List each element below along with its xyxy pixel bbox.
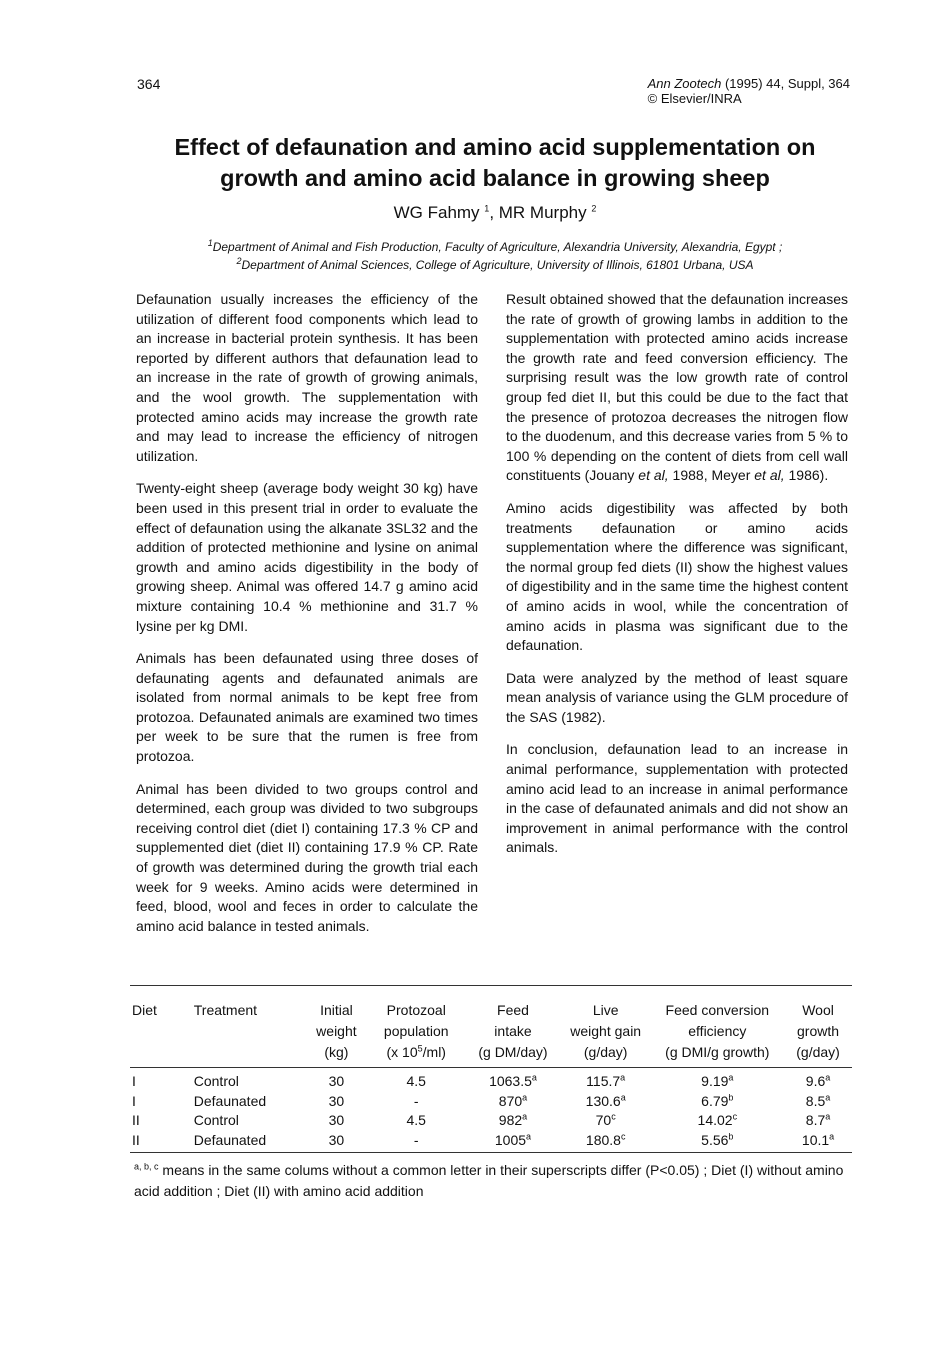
- author-list: WG Fahmy $^1$, MR Murphy $^2$: [393, 203, 597, 222]
- cell-protozoa: 4.5: [406, 1112, 426, 1128]
- author-2: MR Murphy: [498, 203, 587, 222]
- cell-treatment: Control: [193, 1112, 239, 1128]
- table-row: [130, 1068, 852, 1092]
- table-footnote: [134, 1160, 852, 1202]
- cell-weight: 30: [328, 1073, 345, 1089]
- cell-wool: 10.1$^a$: [784, 1131, 852, 1153]
- page-number: 364: [137, 76, 161, 92]
- journal-citation: [648, 76, 850, 106]
- cell-weight: 30: [328, 1092, 345, 1109]
- cell-diet: II: [130, 1131, 192, 1153]
- header-wool-growth: Wool growth (g/day): [796, 1002, 840, 1060]
- cell-wool: 9.6$^a$: [805, 1072, 831, 1089]
- paragraph-2: Twenty-eight sheep (average body weight 30 kg) have been used in this present trial in order to evaluate the effect of defaunation using the alkanate 3SL32 and the addition of protected methionine and lysine on animal growth and amino acids digestibility in the body of growing sheep. Animal was offered 14.7 g amino acid mixture containing 10.4 % methionine and 31.7 % lysine per kg DMI.: [136, 480, 478, 634]
- cell-diet: I: [132, 1092, 136, 1109]
- header-protozoal-population: Protozoal population (x $10^5/ml$): [383, 1002, 449, 1060]
- header-feed-intake: Feed intake (g DM/day): [478, 1002, 548, 1060]
- cell-weight: 30: [305, 1131, 367, 1153]
- cell-fce: 5.56$^b$: [651, 1131, 785, 1153]
- author-2-mark: 2: [591, 203, 597, 214]
- affiliation-2: Department of Animal Sciences, College of Agriculture, University of Illinois, 61801 Urbana, USA: [241, 258, 754, 272]
- header-treatment: Treatment: [193, 1002, 258, 1018]
- paper-title: [0, 132, 930, 194]
- cell-treatment: Control: [193, 1073, 239, 1089]
- table-row: [130, 1131, 852, 1153]
- cell-protozoa: -: [367, 1131, 465, 1153]
- cell-wool: 8.5$^a$: [805, 1091, 831, 1109]
- cell-intake: 982$^a$: [498, 1111, 528, 1128]
- cell-gain: 130.6$^a$: [585, 1091, 626, 1109]
- cell-diet: I: [132, 1073, 136, 1089]
- right-column: [506, 290, 848, 871]
- cell-fce: 6.79$^b$: [701, 1091, 734, 1109]
- cell-intake: 1005$^a$: [465, 1131, 561, 1153]
- cell-treatment: Defaunated: [193, 1092, 267, 1109]
- cell-fce: 9.19$^a$: [701, 1072, 734, 1089]
- title-line-1: Effect of defaunation and amino acid supplementation on: [174, 134, 816, 160]
- header-initial-weight: Initial weight (kg): [316, 1002, 357, 1060]
- affiliation-1: Department of Animal and Fish Production, Faculty of Agriculture, Alexandria University, Alexandria, Egypt ;: [212, 240, 783, 254]
- affiliations: [0, 238, 930, 274]
- left-column: [136, 290, 478, 949]
- cell-gain: 70$^c$: [595, 1111, 616, 1128]
- cell-protozoa: -: [413, 1092, 419, 1109]
- paragraph-7: Data were analyzed by the method of least square mean analysis of variance using the GLM procedure of the SAS (1982).: [506, 669, 848, 725]
- table-header-row: [130, 986, 852, 1068]
- journal-name: Ann Zootech: [647, 76, 722, 91]
- affiliation-2-mark: 2: [236, 256, 242, 266]
- paragraph-6: Amino acids digestibility was affected by both treatments defaunation or amino acids supplementation where the difference was significant, the normal group fed diets (II) show the highest values of digestibility and in the same time the highest content of amino acids in wool, while the concentration of amino acids in plasma was significant due to the defaunation.: [506, 499, 848, 654]
- cell-gain: 115.7$^a$: [586, 1072, 626, 1089]
- author-1-mark: 1: [484, 203, 490, 214]
- header-live-weight-gain: Live weight gain (g/day): [570, 1002, 642, 1060]
- table-row: [130, 1092, 852, 1112]
- affiliation-1-mark: 1: [207, 238, 213, 248]
- cell-gain: 180.8$^c$: [561, 1131, 651, 1153]
- header-diet: Diet: [132, 1002, 157, 1018]
- paragraph-5: Result obtained showed that the defaunation increases the rate of growth of growing lambs in addition to the supplementation with protected amino acids increase the growth rate and feed conversion efficiency. The surprising result was the low growth rate of control group fed diet II, but this could be due to the fact that the presence of protozoa decreases the nitrogen flow to the duodenum, and this decrease varies from 5 % to 100 % depending on the content of diets from cell wall constituents (Jouany et al, 1988, Meyer et al, 1986).: [506, 291, 848, 484]
- author-1: WG Fahmy: [393, 203, 480, 222]
- cell-intake: 1063.5$^a$: [489, 1072, 537, 1089]
- results-table: [130, 985, 852, 1153]
- title-line-2: growth and amino acid balance in growing sheep: [220, 165, 770, 191]
- table-row: [130, 1111, 852, 1131]
- cell-fce: 14.02$^c$: [697, 1111, 738, 1128]
- paragraph-4: Animal has been divided to two groups control and determined, each group was divided to two subgroups receiving control diet (diet I) containing 17.3 % CP and supplemented diet (diet II) containing 17.9 % CP. Rate of growth was determined during the growth trial each week for 9 weeks. Amino acids were determined in feed, blood, wool and feces in order to calculate the amino acid balance in tested animals.: [136, 780, 478, 934]
- cell-intake: 870$^a$: [498, 1091, 528, 1109]
- journal-details: (1995) 44, Suppl, 364: [721, 76, 850, 91]
- cell-wool: 8.7$^a$: [805, 1111, 831, 1128]
- footnote-marks: a, b, c: [134, 1161, 159, 1172]
- footnote-text: means in the same colums without a common letter in their superscripts differ (P<0.05) ; Diet (I) without amino acid addition ; Diet (II) with amino acid addition: [134, 1162, 844, 1199]
- paragraph-1: Defaunation usually increases the efficiency of the utilization of different food components which lead to an increase in bacterial protein synthesis. It has been reported by different authors that defaunation lead to an increase in the rate of growth of growing animals, and the wool growth. The supplementation with protected amino acids may increase the growth rate and may lead to increase the efficiency of nitrogen utilization.: [136, 291, 478, 464]
- header-feed-conversion: Feed conversion efficiency (g DMI/g growth): [665, 1002, 770, 1060]
- paragraph-8: In conclusion, defaunation lead to an increase in animal performance, supplementation with protected amino acid lead to an increase in animal performance in the case of defaunated animals and did not show an improvement in animal performance with the control animals.: [506, 741, 848, 856]
- cell-diet: II: [132, 1112, 140, 1128]
- cell-treatment: Defaunated: [192, 1131, 306, 1153]
- cell-protozoa: 4.5: [406, 1073, 426, 1089]
- results-table-wrapper: [130, 985, 852, 1153]
- paragraph-3: Animals has been defaunated using three doses of defaunating agents and defaunated animals are isolated from normal animals to be kept free from protozoa. Defaunated animals are examined two times per week to be sure that the rumen is free from protozoa.: [136, 650, 478, 765]
- cell-weight: 30: [328, 1112, 345, 1128]
- copyright: © Elsevier/INRA: [647, 91, 742, 106]
